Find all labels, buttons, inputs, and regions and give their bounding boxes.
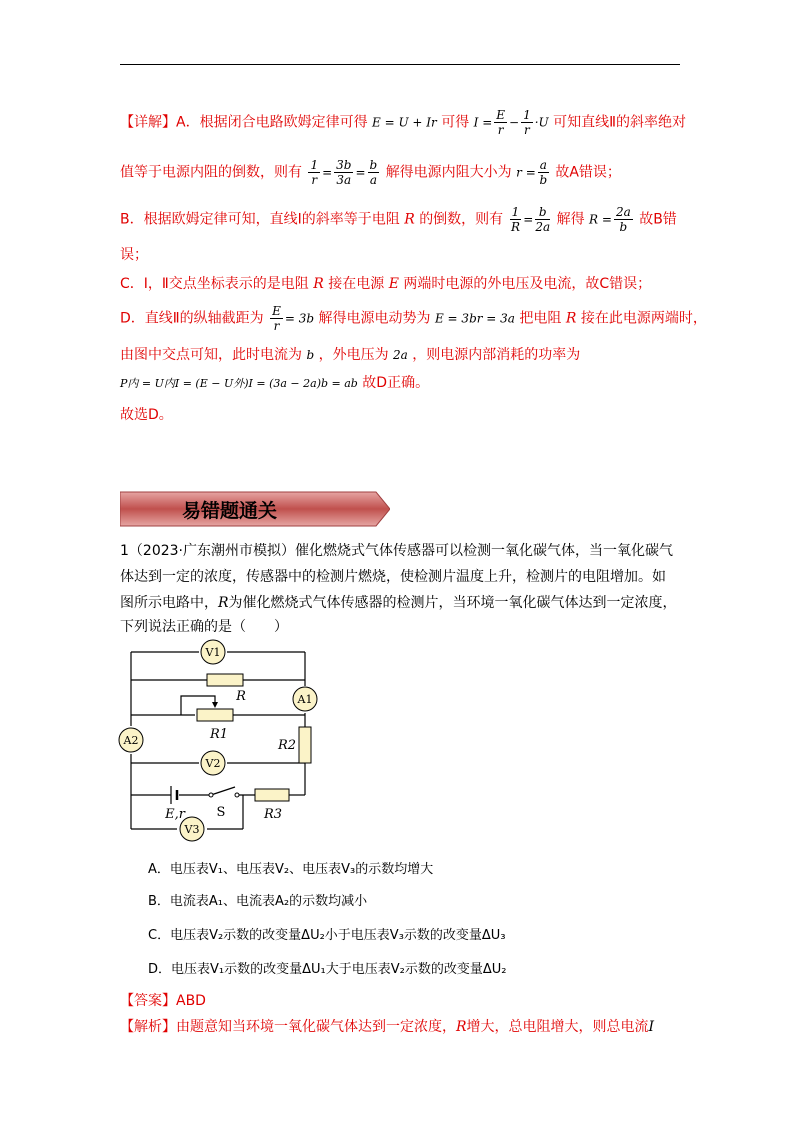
analysis-text: D．直线Ⅱ的纵轴截距为	[120, 310, 264, 327]
meter-label: A1	[297, 693, 313, 706]
answer	[120, 990, 206, 1010]
fraction: $\frac{a}{b}$	[539, 158, 548, 187]
option-c: C．电压表V₂示数的改变量ΔU₂小于电压表V₃示数的改变量ΔU₃	[148, 928, 506, 943]
explanation: 【解析】由题意知当环境一氧化碳气体达到一定浓度，R增大，总电阻增大，则总电流I	[120, 1019, 655, 1035]
question-line-4: 下列说法正确的是（ ）	[120, 619, 288, 635]
analysis-line-a	[120, 108, 686, 137]
equation: −	[509, 115, 520, 130]
option-d: D．电压表V₁示数的改变量ΔU₁大于电压表V₂示数的改变量ΔU₂	[148, 962, 507, 977]
equation: = 3b	[284, 311, 315, 326]
equation: E = 3br = 3a	[434, 311, 515, 326]
analysis-text: 接在电源	[328, 276, 385, 292]
analysis-text: 解得电源电动势为	[318, 310, 431, 327]
resistor-label: R3	[263, 807, 283, 822]
fraction: $\frac{3b}{3a}$	[336, 158, 352, 187]
fraction: $\frac{b}{a}$	[369, 158, 378, 187]
analysis-line-b2: 误；	[120, 247, 148, 263]
analysis-text: 接在此电源两端时，	[580, 310, 707, 327]
fraction: $\frac{E}{r}$	[496, 108, 506, 137]
analysis-text: 可知直线Ⅱ的斜率绝对	[553, 114, 687, 131]
analysis-text: 故D正确。	[362, 375, 430, 391]
resistor-label: R2	[277, 738, 297, 753]
question-line-2: 体达到一定的浓度，传感器中的检测片燃烧，使检测片温度上升，检测片的电阻增加。如	[120, 569, 666, 585]
variable: 2a	[393, 348, 408, 362]
resistor-r1	[197, 709, 233, 721]
answer-label: 【答案】	[120, 993, 176, 1009]
equation: E = U + Ir	[372, 115, 437, 130]
section-banner	[120, 490, 390, 528]
fraction: $\frac{b}{2a}$	[535, 205, 551, 234]
variable: E	[388, 276, 399, 292]
fraction: $\frac{1}{r}$	[523, 108, 531, 137]
resistor-label: R1	[209, 727, 229, 742]
option-b: B．电流表A₁、电流表A₂的示数均减小	[148, 894, 368, 909]
equation: ·U	[534, 115, 549, 130]
switch-contact	[235, 793, 239, 797]
meter-label: V2	[205, 757, 221, 770]
meter-label: V3	[184, 823, 200, 836]
analysis-text: 可得	[441, 114, 470, 131]
switch-contact	[209, 793, 213, 797]
analysis-text: C．Ⅰ，Ⅱ交点坐标表示的是电阻	[120, 276, 309, 292]
question-line-3: 图所示电路中，R为催化燃烧式气体传感器的检测片，当环境一氧化碳气体达到一定浓度，	[120, 595, 677, 611]
analysis-text: 的倒数，则有	[419, 211, 504, 228]
fraction: $\frac{1}{r}$	[310, 158, 319, 187]
circuit-diagram	[115, 636, 335, 846]
resistor-r2	[299, 727, 311, 763]
meter-label: V1	[205, 646, 221, 659]
analysis-text: B．根据欧姆定律可知，直线Ⅰ的斜率等于电阻	[120, 211, 400, 228]
equation: R =	[589, 212, 612, 227]
option-a: A．电压表V₁、电压表V₂、电压表V₃的示数均增大	[148, 862, 434, 877]
analysis-text: 两端时电源的外电压及电流，故C错误；	[403, 276, 652, 292]
analysis-text: 值等于电源内阻的倒数，则有	[120, 164, 302, 181]
variable: b	[306, 348, 315, 362]
analysis-text: 由图中交点可知，此时电流为	[120, 347, 302, 363]
analysis-text: 解得	[556, 211, 585, 228]
resistor-r3	[255, 789, 289, 801]
rheostat-slider-icon	[212, 702, 218, 708]
meter-label: A2	[123, 734, 139, 747]
analysis-line-d3	[120, 372, 429, 392]
analysis-text: 解得电源内阻大小为	[385, 164, 512, 181]
equation: I =	[473, 115, 493, 130]
resistor-label: R	[236, 689, 246, 704]
question-line-1: 1（2023·广东潮州市模拟）催化燃烧式气体传感器可以检测一氧化碳气体，当一氧化碳气	[120, 543, 673, 559]
battery-label: E,r	[165, 807, 185, 822]
header-rule	[120, 64, 680, 65]
analysis-text: 故B错	[639, 211, 677, 228]
banner-title: 易错题通关	[182, 500, 278, 522]
fraction: $\frac{1}{R}$	[510, 205, 520, 234]
fraction: $\frac{2a}{b}$	[615, 205, 631, 234]
equation: P内 = U内I = (E − U外)I = (3a − 2a)b = ab	[120, 377, 358, 390]
variable: R	[565, 310, 577, 327]
switch-label: S	[216, 805, 226, 820]
analysis-text: 【详解】A．根据闭合电路欧姆定律可得	[120, 114, 368, 131]
analysis-line-c	[120, 273, 651, 293]
analysis-line-d	[120, 304, 707, 333]
fraction: $\frac{E}{r}$	[272, 304, 281, 333]
variable: R	[313, 276, 324, 292]
conclusion: 故选D。	[120, 407, 173, 423]
resistor-r	[207, 674, 243, 686]
analysis-text: 故A错误；	[555, 164, 621, 181]
equation: r =	[516, 165, 536, 180]
analysis-line-a2: 值等于电源内阻的倒数，则有 $\frac{1}{r}$ = $\frac{3b}{3a}$ = $\frac{b}{a}$ 解得电源内阻大小为 r = $\frac{a}{b}$ 故A错误；	[120, 158, 621, 187]
analysis-line-b: B．根据欧姆定律可知，直线Ⅰ的斜率等于电阻 R 的倒数，则有 $\frac{1}{R}$ = $\frac{b}{2a}$ 解得 R = $\frac{2a}{b}$ 故B错	[120, 205, 677, 234]
explanation-label: 【解析】	[120, 1019, 176, 1035]
analysis-text: 把电阻	[519, 310, 562, 327]
analysis-line-d2	[120, 344, 580, 364]
analysis-text: ，则电源内部消耗的功率为	[412, 347, 581, 363]
variable: R	[404, 211, 415, 228]
answer-value: ABD	[176, 993, 206, 1009]
analysis-text: ，外电压为	[318, 347, 389, 363]
